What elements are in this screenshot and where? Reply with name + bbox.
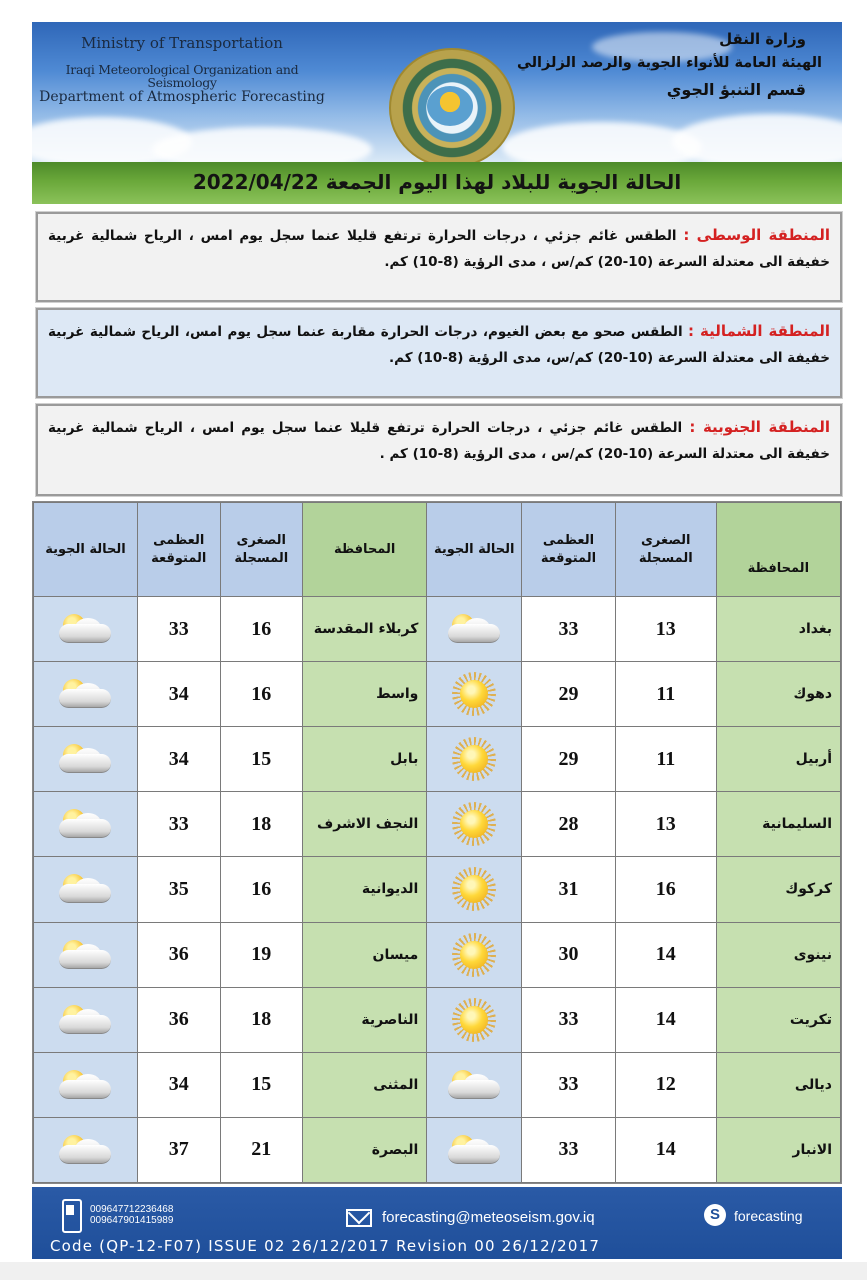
governorate-cell: تكريت — [716, 987, 840, 1052]
min-temp-cell: 13 — [615, 792, 716, 857]
max-temp-cell: 30 — [522, 922, 616, 987]
phone-numbers — [90, 1204, 173, 1226]
header-min-recorded: الصغرى المسجلة — [220, 503, 303, 597]
region-label: المنطقة الوسطى : — [683, 226, 831, 244]
phone-number: 009647712236468 — [90, 1204, 174, 1215]
condition-cell — [34, 727, 138, 792]
max-temp-cell: 36 — [137, 987, 220, 1052]
max-temp-cell: 29 — [522, 662, 616, 727]
min-temp-cell: 14 — [615, 922, 716, 987]
partly-cloudy-icon — [444, 1135, 504, 1165]
condition-cell — [34, 987, 138, 1052]
min-temp-cell: 11 — [615, 727, 716, 792]
min-temp-cell: 19 — [220, 922, 303, 987]
min-temp-cell: 16 — [220, 857, 303, 922]
max-temp-cell: 34 — [137, 662, 220, 727]
partly-cloudy-icon — [444, 1070, 504, 1100]
phone-icon — [62, 1199, 82, 1233]
organization-name-en: Iraqi Meteorological Organization and Seismology — [65, 62, 299, 90]
max-temp-cell: 35 — [137, 857, 220, 922]
region-text: الطقس غائم جزئي ، درجات الحرارة ترتفع قليلا عنما سجل يوم امس ، الرياح شمالية غربية خفيفة الى معتدلة السرعة (10-20) كم/س ، مدى الرؤية (8-10) كم. — [48, 228, 830, 270]
header-banner — [32, 22, 842, 162]
governorate-cell: البصرة — [303, 1117, 427, 1182]
min-temp-cell: 16 — [615, 857, 716, 922]
seal-center-emblem — [427, 86, 473, 126]
condition-cell — [427, 1052, 522, 1117]
condition-cell — [427, 792, 522, 857]
partly-cloudy-icon — [55, 1135, 115, 1165]
region-text: الطقس صحو مع بعض الغيوم، درجات الحرارة مقاربة عنما سجل يوم امس، الرياح شمالية غربية خفيفة الى معتدلة السرعة (10-20) كم/س، مدى الرؤية (8-10) كم. — [48, 324, 830, 366]
table-row — [34, 1117, 841, 1182]
skype-icon: S — [704, 1204, 726, 1226]
sunny-icon — [452, 998, 496, 1042]
max-temp-cell: 33 — [137, 597, 220, 662]
partly-cloudy-icon — [55, 809, 115, 839]
min-temp-cell: 18 — [220, 987, 303, 1052]
sunny-icon — [452, 737, 496, 781]
header-condition: الحالة الجوية — [34, 503, 138, 597]
governorate-cell: النجف الاشرف — [303, 792, 427, 857]
table-row — [34, 922, 841, 987]
condition-cell — [427, 597, 522, 662]
region-label: المنطقة الشمالية : — [688, 322, 830, 340]
min-temp-cell: 14 — [615, 1117, 716, 1182]
region-label: المنطقة الجنوبية : — [689, 418, 831, 436]
governorate-cell: الانبار — [716, 1117, 840, 1182]
governorate-cell: نينوى — [716, 922, 840, 987]
region-north — [36, 308, 842, 398]
condition-cell — [427, 662, 522, 727]
governorate-cell: ميسان — [303, 922, 427, 987]
table-header-row — [34, 503, 841, 597]
max-temp-cell: 33 — [522, 987, 616, 1052]
max-temp-cell: 33 — [522, 1117, 616, 1182]
governorate-cell: ديالى — [716, 1052, 840, 1117]
max-temp-cell: 29 — [522, 727, 616, 792]
min-temp-cell: 15 — [220, 1052, 303, 1117]
min-temp-cell: 11 — [615, 662, 716, 727]
header-min-recorded: الصغرى المسجلة — [615, 503, 716, 597]
title-bar — [32, 162, 842, 204]
governorate-cell: بابل — [303, 727, 427, 792]
condition-cell — [427, 987, 522, 1052]
partly-cloudy-icon — [444, 614, 504, 644]
bottom-strip — [0, 1262, 867, 1280]
governorate-cell: السليمانية — [716, 792, 840, 857]
max-temp-cell: 28 — [522, 792, 616, 857]
partly-cloudy-icon — [55, 679, 115, 709]
condition-cell — [427, 857, 522, 922]
table-row — [34, 857, 841, 922]
max-temp-cell: 33 — [522, 597, 616, 662]
forecast-grid — [33, 502, 841, 1183]
governorate-cell: أربيل — [716, 727, 840, 792]
condition-cell — [427, 727, 522, 792]
governorate-cell: واسط — [303, 662, 427, 727]
min-temp-cell: 21 — [220, 1117, 303, 1182]
sunny-icon — [452, 867, 496, 911]
header-max-expected: العظمى المتوقعة — [137, 503, 220, 597]
governorate-cell: كربلاء المقدسة — [303, 597, 427, 662]
partly-cloudy-icon — [55, 1005, 115, 1035]
region-text: الطقس غائم جزئي ، درجات الحرارة ترتفع قليلا عنما سجل يوم امس ، الرياح شمالية غربية خفيفة الى معتدلة السرعة (10-20) كم/س ، مدى الرؤية (8-10) كم . — [48, 420, 830, 462]
table-row — [34, 597, 841, 662]
partly-cloudy-icon — [55, 874, 115, 904]
max-temp-cell: 34 — [137, 1052, 220, 1117]
condition-cell — [34, 597, 138, 662]
table-row — [34, 727, 841, 792]
max-temp-cell: 33 — [522, 1052, 616, 1117]
header-max-expected: العظمى المتوقعة — [522, 503, 616, 597]
condition-cell — [34, 792, 138, 857]
region-central — [36, 212, 842, 302]
condition-cell — [34, 662, 138, 727]
governorate-cell: الناصرية — [303, 987, 427, 1052]
partly-cloudy-icon — [55, 940, 115, 970]
sunny-icon — [452, 933, 496, 977]
condition-cell — [427, 1117, 522, 1182]
min-temp-cell: 18 — [220, 792, 303, 857]
sky-cloud-decoration — [152, 127, 372, 162]
email-address[interactable]: forecasting@meteoseism.gov.iq — [382, 1209, 595, 1226]
governorate-cell: كركوك — [716, 857, 840, 922]
governorate-cell: الديوانية — [303, 857, 427, 922]
region-south — [36, 404, 842, 496]
min-temp-cell: 16 — [220, 597, 303, 662]
phone-number: 009647901415989 — [90, 1215, 174, 1226]
organization-seal-icon — [389, 48, 515, 162]
header-governorate: المحافظة — [303, 503, 427, 597]
max-temp-cell: 36 — [137, 922, 220, 987]
min-temp-cell: 13 — [615, 597, 716, 662]
ministry-name-ar: وزارة النقل — [719, 30, 806, 48]
table-row — [34, 662, 841, 727]
footer-bar — [32, 1187, 842, 1259]
document-code: Code (QP-12-F07) ISSUE 02 26/12/2017 Revision 00 26/12/2017 — [50, 1237, 601, 1255]
sky-cloud-decoration — [672, 114, 842, 162]
governorate-cell: المثنى — [303, 1052, 427, 1117]
forecast-table — [32, 501, 842, 1184]
min-temp-cell: 14 — [615, 987, 716, 1052]
partly-cloudy-icon — [55, 1070, 115, 1100]
condition-cell — [34, 1117, 138, 1182]
max-temp-cell: 34 — [137, 727, 220, 792]
condition-cell — [34, 922, 138, 987]
header-condition: الحالة الجوية — [427, 503, 522, 597]
skype-handle[interactable]: forecasting — [734, 1208, 803, 1224]
condition-cell — [34, 857, 138, 922]
condition-cell — [427, 922, 522, 987]
max-temp-cell: 33 — [137, 792, 220, 857]
min-temp-cell: 16 — [220, 662, 303, 727]
min-temp-cell: 15 — [220, 727, 303, 792]
mail-icon — [346, 1209, 372, 1227]
table-body — [34, 597, 841, 1183]
governorate-cell: بغداد — [716, 597, 840, 662]
sunny-icon — [452, 672, 496, 716]
page-title: الحالة الجوية للبلاد لهذا اليوم الجمعة 2022/04/22 — [192, 170, 682, 194]
min-temp-cell: 12 — [615, 1052, 716, 1117]
table-row — [34, 792, 841, 857]
condition-cell — [34, 1052, 138, 1117]
max-temp-cell: 37 — [137, 1117, 220, 1182]
table-row — [34, 987, 841, 1052]
department-name-ar: قسم التنبؤ الجوي — [666, 80, 806, 99]
header-governorate: المحافظة — [716, 503, 840, 597]
ministry-name-en: Ministry of Transportation — [81, 34, 283, 52]
max-temp-cell: 31 — [522, 857, 616, 922]
partly-cloudy-icon — [55, 744, 115, 774]
organization-name-ar: الهيئة العامة للأنواء الجوية والرصد الزلزالي — [516, 55, 822, 71]
governorate-cell: دهوك — [716, 662, 840, 727]
department-name-en: Department of Atmospheric Forecasting — [39, 89, 325, 105]
table-row — [34, 1052, 841, 1117]
sunny-icon — [452, 802, 496, 846]
partly-cloudy-icon — [55, 614, 115, 644]
